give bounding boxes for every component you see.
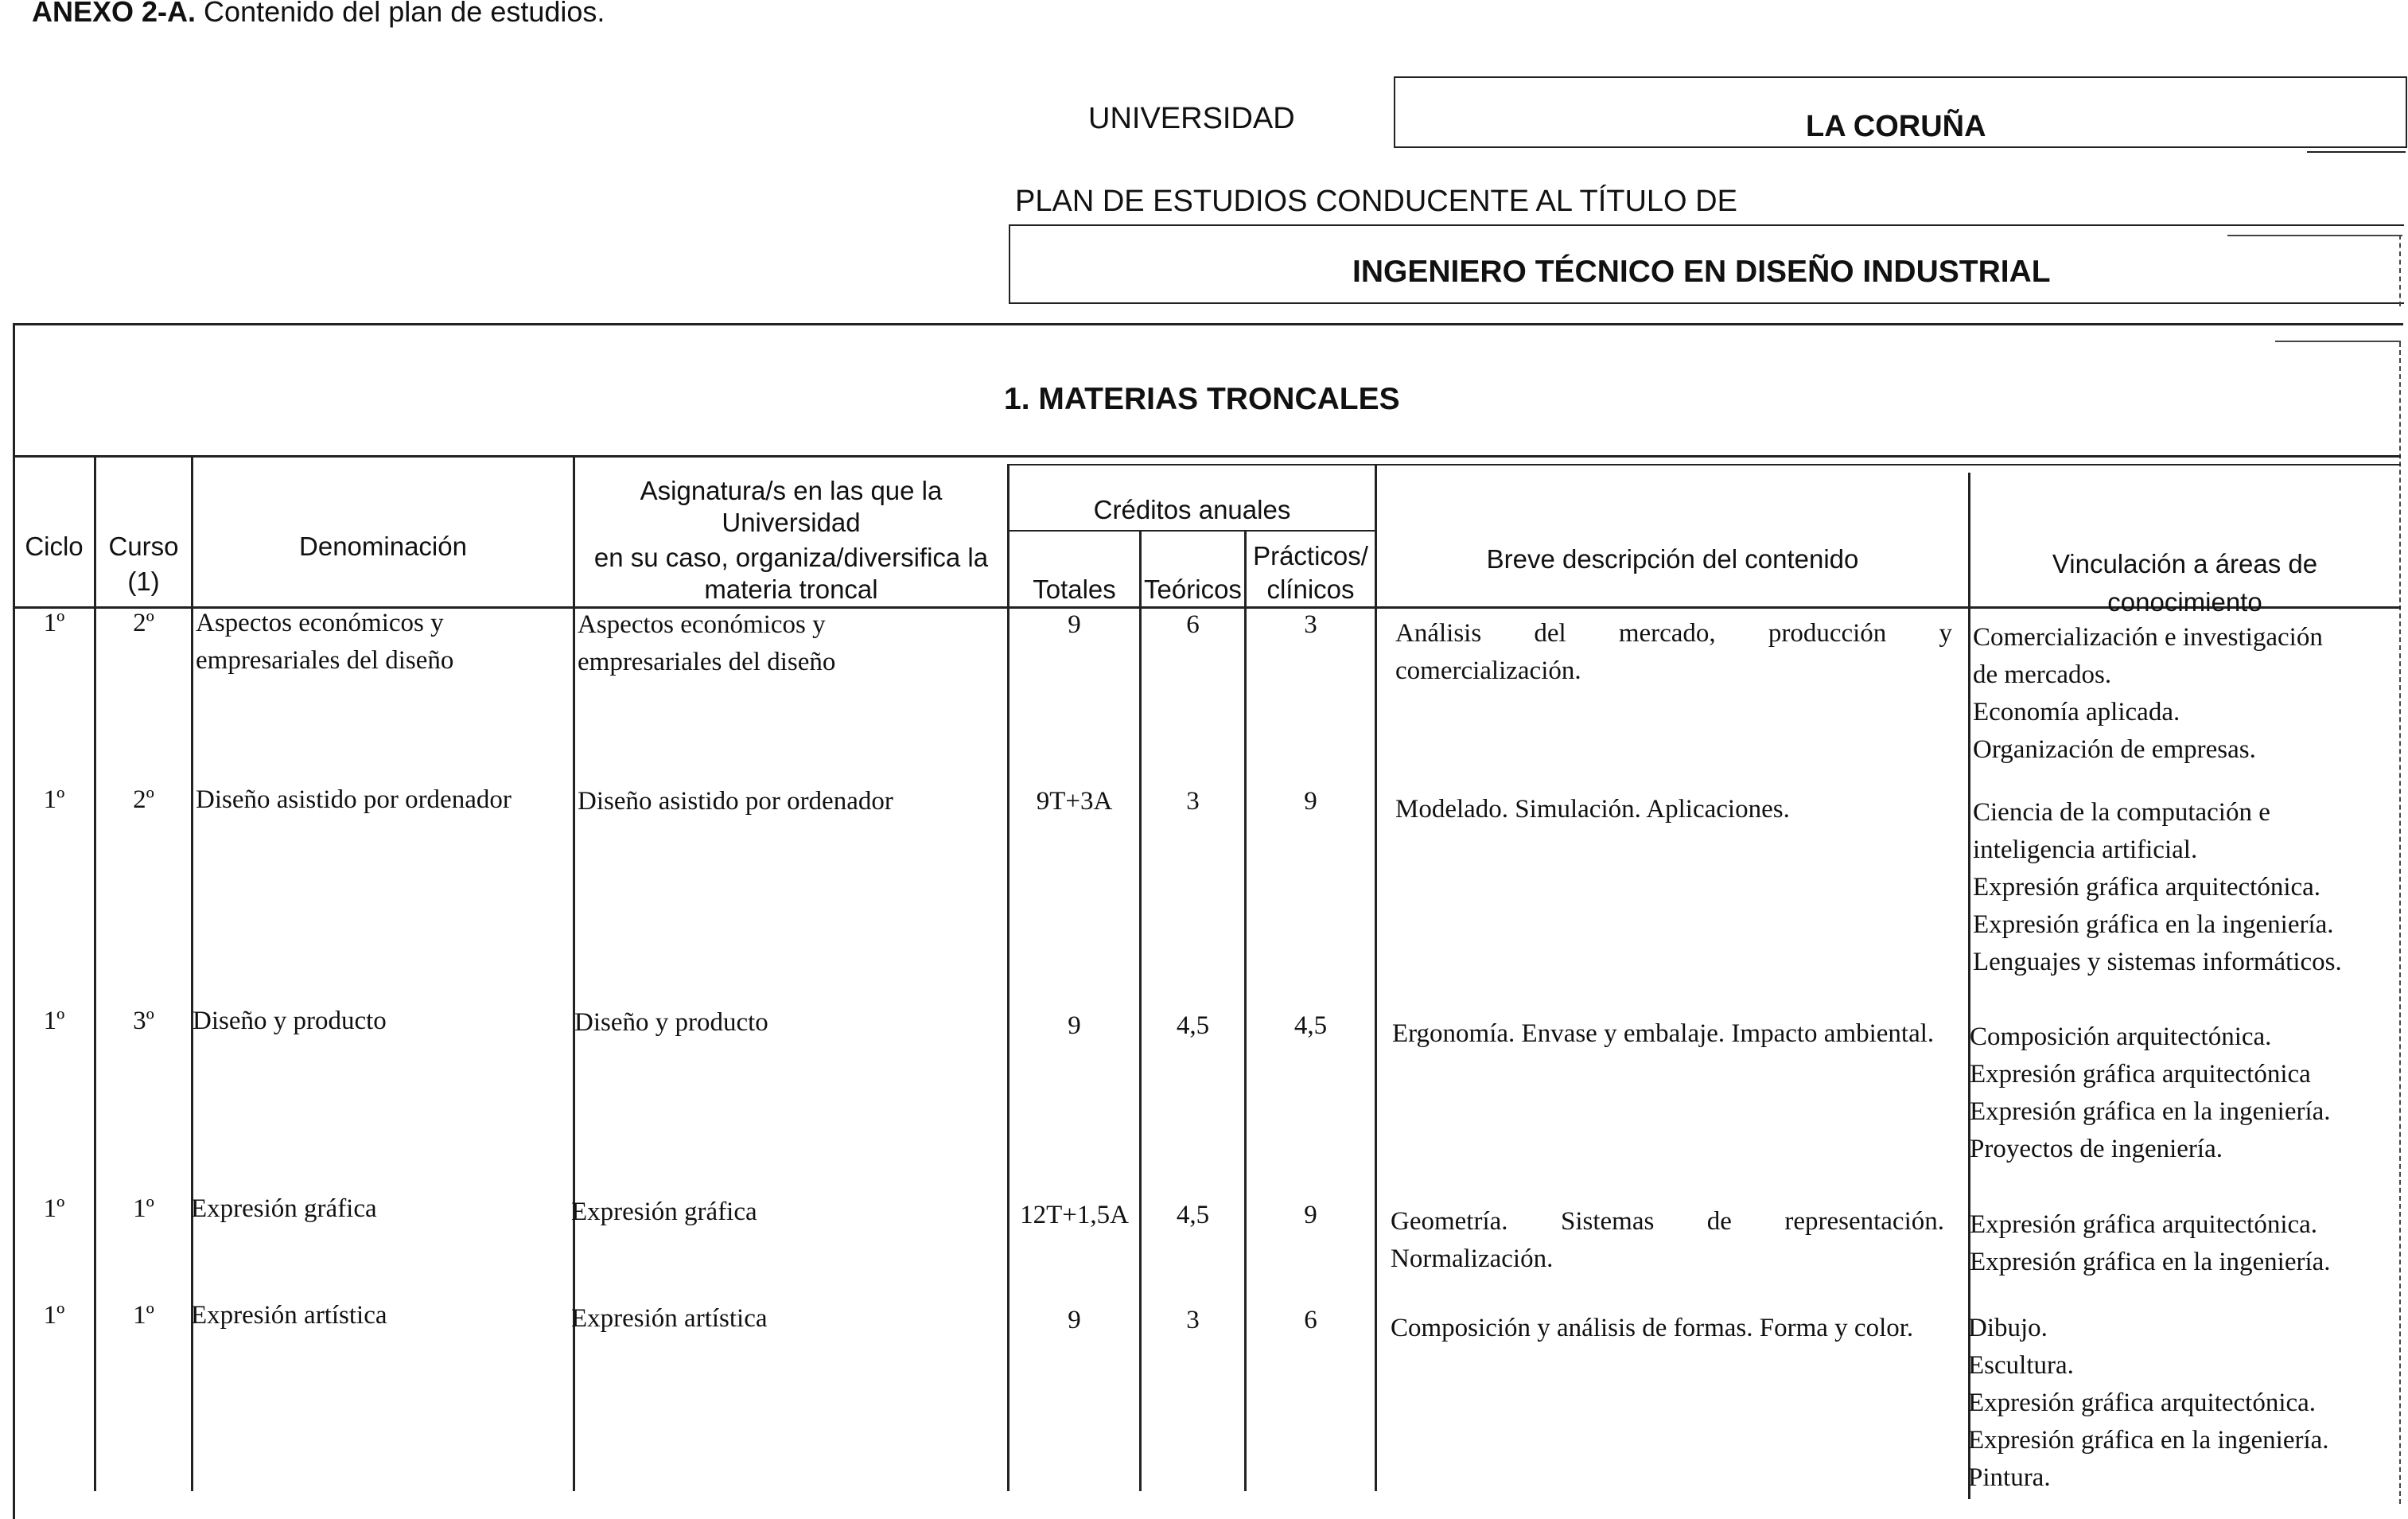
area-item: Expresión gráfica en la ingeniería.: [1973, 910, 2334, 939]
header-totales: Totales: [1033, 574, 1116, 604]
cell-asignatura: Diseño asistido por ordenador: [578, 787, 893, 816]
area-item: Expresión gráfica arquitectónica.: [1973, 873, 2321, 902]
section-divider: [13, 455, 2401, 458]
cell-teoricos: 4,5: [1176, 1011, 1210, 1040]
area-item: Expresión gráfica arquitectónica.: [1968, 1389, 2317, 1417]
cell-teoricos: 3: [1186, 1306, 1200, 1334]
header-practicos-line2: clínicos: [1266, 574, 1355, 604]
cell-descripcion: Ergonomía. Envase y embalaje. Impacto ambiental.: [1392, 1019, 1935, 1048]
section-divider-secondary: [1007, 464, 2401, 465]
cell-areas: [1970, 1019, 2391, 1168]
cell-ciclo: 1º: [43, 785, 65, 814]
cell-curso: 1º: [133, 1194, 154, 1223]
cell-denominacion: Diseño y producto: [193, 1007, 387, 1035]
cell-asignatura: Expresión artística: [571, 1304, 768, 1333]
header-denominacion: Denominación: [299, 532, 467, 561]
section-title: 1. MATERIAS TRONCALES: [1004, 382, 1400, 416]
cell-curso: 2º: [133, 785, 154, 814]
header-asignaturas-line4: materia troncal: [704, 574, 878, 604]
header-vinculacion-line1: Vinculación a áreas de: [2052, 549, 2318, 578]
cell-practicos: 4,5: [1293, 1011, 1328, 1040]
cell-areas: [1973, 794, 2394, 981]
area-item: Ciencia de la computación e: [1973, 798, 2270, 827]
area-item: Pintura.: [1968, 1463, 2051, 1492]
area-item: Expresión gráfica arquitectónica.: [1970, 1210, 2318, 1239]
cell-ciclo: 1º: [43, 1007, 65, 1035]
degree-title-box-edge: [2399, 235, 2401, 306]
university-label: UNIVERSIDAD: [1088, 102, 1295, 135]
university-name: LA CORUÑA: [1806, 110, 1986, 143]
cell-descripcion: Geometría. Sistemas de representación. Normalización.: [1391, 1207, 1944, 1273]
cell-totales: 9: [1068, 610, 1081, 639]
cell-ciclo: 1º: [43, 609, 65, 637]
subjects-table-right-edge: [2399, 342, 2401, 1504]
column-divider-practicos: [1375, 465, 1377, 1491]
header-vinculacion-line2: conocimiento: [2107, 587, 2262, 617]
cell-practicos: 9: [1304, 787, 1317, 816]
area-item: Organización de empresas.: [1973, 735, 2256, 764]
area-item: Dibujo.: [1968, 1314, 2048, 1342]
annex-label: ANEXO 2-A.: [32, 0, 196, 28]
cell-areas: [1968, 1310, 2390, 1497]
degree-title-box-topline: [2227, 235, 2402, 236]
header-curso-note: (1): [127, 567, 160, 596]
header-ciclo: Ciclo: [25, 532, 84, 561]
header-descripcion: Breve descripción del contenido: [1486, 544, 1859, 574]
cell-denominacion: Expresión artística: [191, 1301, 387, 1330]
creditos-subheader-divider: [1007, 530, 1375, 532]
cell-areas: [1970, 1206, 2391, 1281]
cell-asignatura: Diseño y producto: [574, 1008, 768, 1037]
cell-totales: 12T+1,5A: [1020, 1201, 1129, 1229]
area-item: Expresión gráfica en la ingeniería.: [1968, 1426, 2329, 1455]
area-item: Expresión gráfica arquitectónica: [1970, 1060, 2311, 1089]
cell-denominacion: Aspectos económicos y empresariales del diseño: [196, 609, 454, 675]
cell-curso: 1º: [133, 1301, 154, 1330]
area-item: Expresión gráfica en la ingeniería.: [1970, 1248, 2331, 1276]
area-item: Comercialización e investigación: [1973, 623, 2323, 652]
annex-heading: [32, 0, 605, 29]
degree-title: INGENIERO TÉCNICO EN DISEÑO INDUSTRIAL: [1352, 255, 2051, 289]
cell-curso: 2º: [133, 609, 154, 637]
cell-teoricos: 3: [1186, 787, 1200, 816]
area-item: Escultura.: [1968, 1351, 2074, 1380]
cell-practicos: 6: [1304, 1306, 1317, 1334]
cell-practicos: 3: [1304, 610, 1317, 639]
cell-practicos: 9: [1304, 1201, 1317, 1229]
area-item: Expresión gráfica en la ingeniería.: [1970, 1097, 2331, 1126]
annex-text: Contenido del plan de estudios.: [196, 0, 605, 28]
cell-denominacion: Diseño asistido por ordenador: [196, 785, 512, 814]
cell-descripcion: Análisis del mercado, producción y comercialización.: [1395, 619, 1952, 685]
cell-teoricos: 6: [1186, 610, 1200, 639]
cell-ciclo: 1º: [43, 1194, 65, 1223]
header-asignaturas-line2: Universidad: [722, 508, 861, 537]
header-creditos: Créditos anuales: [1093, 495, 1291, 524]
header-asignaturas-line3: en su caso, organiza/diversifica la: [593, 543, 989, 572]
cell-totales: 9: [1068, 1011, 1081, 1040]
cell-ciclo: 1º: [43, 1301, 65, 1330]
area-item: Lenguajes y sistemas informáticos.: [1973, 948, 2342, 976]
plan-label: PLAN DE ESTUDIOS CONDUCENTE AL TÍTULO DE: [1015, 185, 1737, 218]
cell-areas: [1973, 619, 2394, 769]
cell-totales: 9T+3A: [1036, 787, 1113, 816]
area-item: Proyectos de ingeniería.: [1970, 1135, 2223, 1163]
cell-descripcion: Composición y análisis de formas. Forma y color.: [1391, 1314, 1914, 1342]
university-box-underline: [2307, 151, 2406, 153]
cell-curso: 3º: [133, 1007, 154, 1035]
area-item: Economía aplicada.: [1973, 698, 2180, 726]
area-item: inteligencia artificial.: [1973, 835, 2198, 864]
header-asignaturas-line1: Asignatura/s en las que la: [640, 476, 943, 505]
cell-denominacion: Expresión gráfica: [191, 1194, 377, 1223]
cell-asignatura: Expresión gráfica: [571, 1198, 757, 1226]
header-teoricos: Teóricos: [1144, 574, 1242, 604]
area-item: de mercados.: [1973, 660, 2112, 689]
cell-teoricos: 4,5: [1176, 1201, 1210, 1229]
header-curso: Curso: [108, 532, 179, 561]
cell-asignatura: Aspectos económicos y empresariales del diseño: [578, 610, 836, 676]
cell-descripcion: Modelado. Simulación. Aplicaciones.: [1395, 795, 1790, 824]
header-practicos-line1: Prácticos/: [1253, 541, 1368, 571]
cell-totales: 9: [1068, 1306, 1081, 1334]
subjects-table-topline: [2275, 341, 2401, 342]
area-item: Composición arquitectónica.: [1970, 1022, 2272, 1051]
column-divider-curso: [191, 457, 193, 1491]
